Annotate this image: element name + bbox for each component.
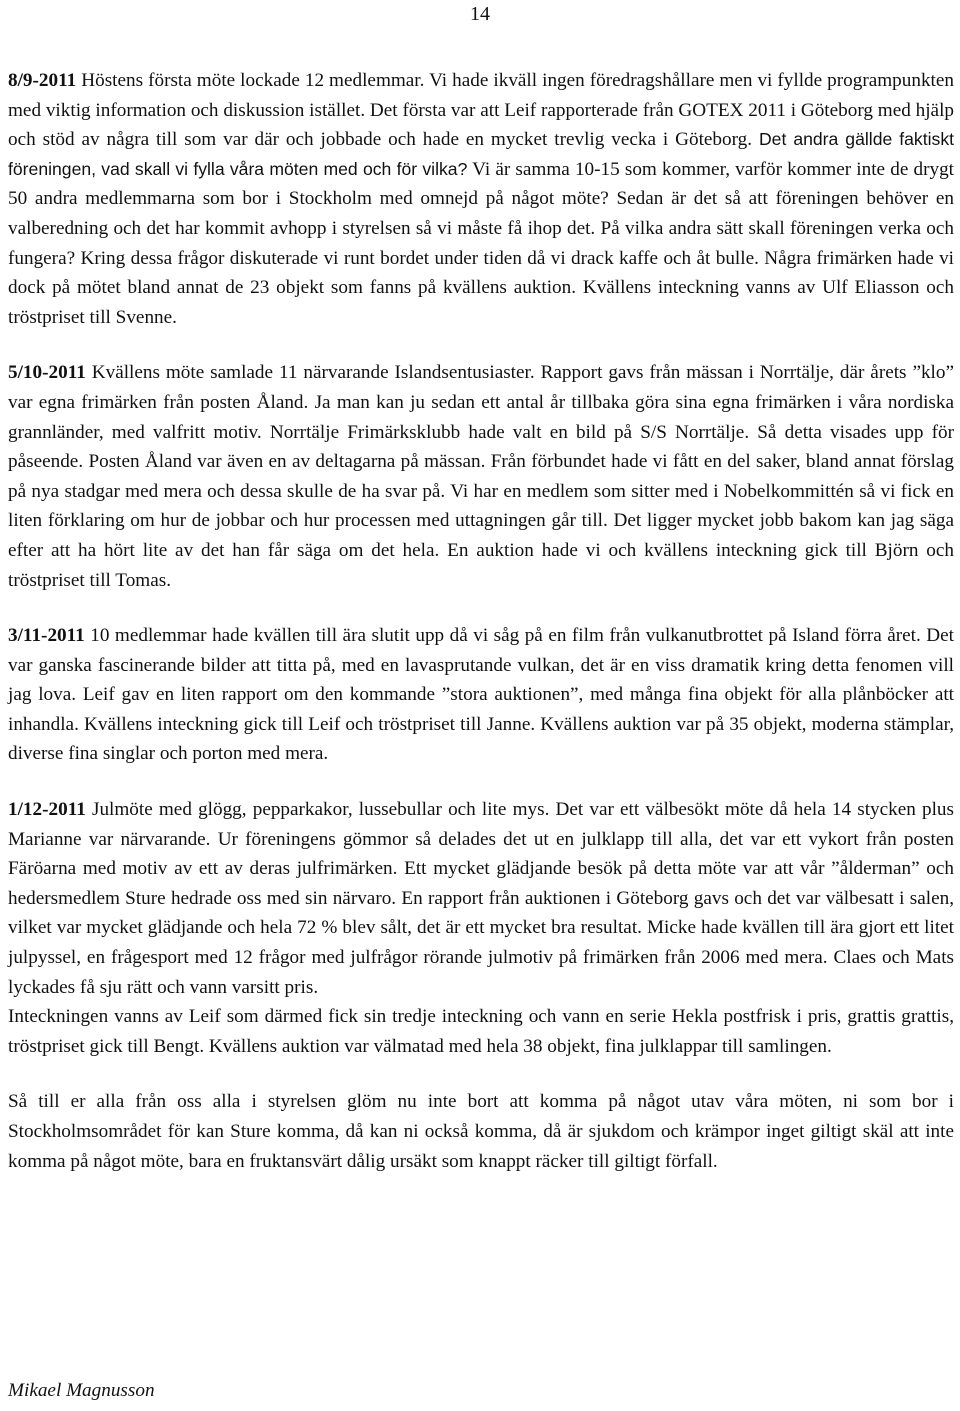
entry-date: 8/9-2011 bbox=[8, 70, 77, 91]
document-body bbox=[8, 66, 954, 1200]
entry-date: 5/10-2011 bbox=[8, 362, 86, 384]
entry-continuation-text: Inteckningen vanns av Leif som därmed fick sin tredje inteckning och vann en serie Hekla postfrisk i pris, grattis grattis, tröstpriset gick till Bengt. Kvällens auktion var välmatad med hela 38 objekt, fina julklappar till samlingen. bbox=[8, 1006, 954, 1057]
entry-2011-09-08 bbox=[8, 66, 954, 332]
entry-2011-12-01-continued bbox=[8, 1002, 954, 1061]
entry-date: 1/12-2011 bbox=[8, 799, 86, 821]
entry-text: 10 medlemmar hade kvällen till ära slutit upp då vi såg på en film från vulkanutbrottet på Island förra året. Det var ganska fascinerande bilder att titta på, med en lavasprutande vulkan, det är en viss dramatik kring detta fenomen vill jag lova. Leif gav en liten rapport om den kommande ”stora auktionen”, med många fina objekt för alla plånböcker att inhandla. Kvällens inteckning gick till Leif och tröstpriset till Janne. Kvällens auktion var på 35 objekt, moderna stämplar, diverse fina singlar och porton med mera. bbox=[8, 625, 954, 765]
entry-2011-11-03 bbox=[8, 621, 954, 769]
closing-paragraph: Så till er alla från oss alla i styrelsen glöm nu inte bort att komma på något utav våra möten, ni som bor i Stockholmsområdet för kan Sture komma, då kan ni också komma, då är sjukdom och krämpor inget giltigt skäl att inte komma på något möte, bara en fruktansvärt dålig ursäkt som knappt räcker till giltigt förfall. bbox=[8, 1091, 954, 1172]
entry-2011-12-01 bbox=[8, 795, 954, 1002]
page-number: 14 bbox=[470, 3, 490, 25]
entry-question-text: Det andra gällde faktiskt föreningen, vad skall vi fylla våra möten med och för vilka? bbox=[8, 129, 955, 179]
entry-2011-10-05 bbox=[8, 358, 954, 595]
entry-date: 3/11-2011 bbox=[8, 625, 85, 647]
entry-text-continued: Vi är samma 10-15 som kommer, varför kommer inte de drygt 50 andra medlemmarna som bor i Stockholm med omnejd på något möte? Sedan är det så att föreningen behöver en valberedning och det har kommit avhopp i styrelsen så vi måste få ihop det. På vilka andra sätt skall föreningen verka och fungera? Kring dessa frågor diskuterade vi runt bordet under tiden då vi drack kaffe och åt bulle. Några frimärken hade vi dock på mötet bland annat de 23 objekt som fanns på kvällens auktion. Kvällens inteckning vanns av Ulf Eliasson och tröstpriset till Svenne. bbox=[8, 158, 954, 328]
signature: Mikael Magnusson bbox=[8, 1380, 155, 1401]
entry-text: Höstens första möte lockade 12 medlemmar. Vi hade ikväll ingen föredragshållare men vi fyllde programpunkten med viktig information och diskussion istället. Det första var att Leif rapporterade från GOTEX 2011 i Göteborg med hjälp och stöd av några till som var där och jobbade och hade en mycket trevlig vecka i Göteborg. bbox=[8, 70, 954, 151]
entry-text: Kvällens möte samlade 11 närvarande Islandsentusiaster. Rapport gavs från mässan i Norrtälje, där årets ”klo” var egna frimärken från posten Åland. Ja man kan ju sedan ett antal år tillbaka göra sina egna frimärken i våra nordiska grannländer, med valfritt motiv. Norrtälje Frimärksklubb hade valt en bild på S/S Norrtälje. Så detta visades upp för påseende. Posten Åland var även en av deltagarna på mässan. Från förbundet hade vi fått en del saker, bland annat förslag på nya stadgar med mera och dessa skulle de ha svar på. Vi har en medlem som sitter med i Nobelkommittén så vi fick en liten förklaring om hur de jobbar och hur processen med uttagningen går till. Det ligger mycket jobb bakom kan jag säga efter att ha hört lite av det han får säga om det hela. En auktion hade vi och kvällens inteckning gick till Björn och tröstpriset till Tomas. bbox=[8, 362, 954, 591]
entry-text: Julmöte med glögg, pepparkakor, lussebullar och lite mys. Det var ett välbesökt möte då hela 14 stycken plus Marianne var närvarande. Ur föreningens gömmor så delades det ut en julklapp till alla, det var ett vykort från posten Färöarna med motiv av ett av deras julfrimärken. Ett mycket glädjande besök på detta möte var att vår ”ålderman” och hedersmedlem Sture hedrade oss med sin närvaro. En rapport från auktionen i Göteborg gavs och det var välbesatt i salen, vilket var mycket glädjande och hela 72 % blev sålt, det är ett mycket bra resultat. Micke hade kvällen till ära gjort ett litet julpyssel, en frågesport med 12 frågor med julfrågor rörande julmotiv på frimärken från 2006 med mera. Claes och Mats lyckades få sju rätt och vann varsitt pris. bbox=[8, 799, 954, 998]
